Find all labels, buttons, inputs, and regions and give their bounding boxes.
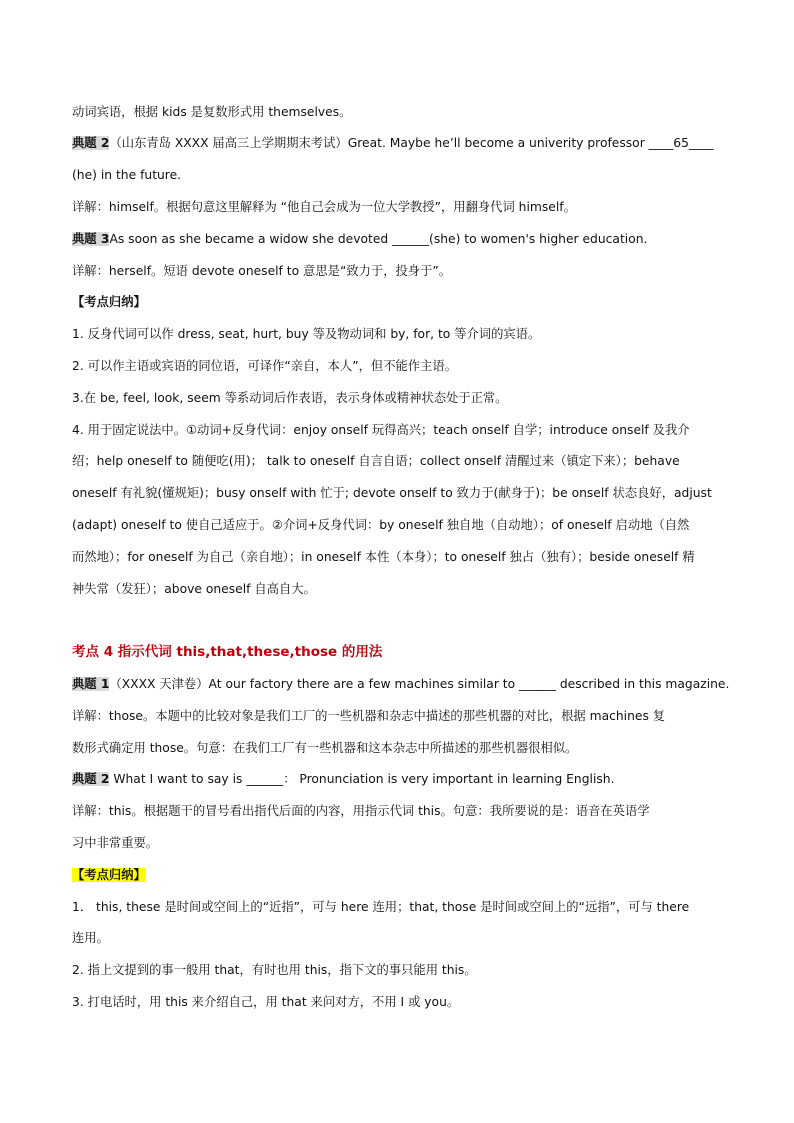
answer-explanation: 详解：himself。根据句意这里解释为 “他自己会成为一位大学教授”，用翻身代词 himself。 bbox=[72, 200, 576, 214]
summary-item: 2. 指上文提到的事一般用 that，有时也用 this，指下文的事只能用 this。 bbox=[72, 963, 477, 977]
text-line: 神失常（发狂）；above oneself 自高自大。 bbox=[72, 582, 316, 596]
text-line: 习中非常重要。 bbox=[72, 836, 159, 850]
summary-item: 3. 打电话时，用 this 来介绍自己，用 that 来问对方，不用 I 或 you。 bbox=[72, 995, 460, 1009]
text-line: 绍；help oneself to 随便吃(用)； talk to oneself 自言自语；collect onself 清醒过来（镇定下来）；behave bbox=[72, 454, 680, 468]
text-line: 而然地）；for oneself 为自己（亲自地）；in oneself 本性（本身）；to oneself 独占（独有）；beside oneself 精 bbox=[72, 550, 695, 564]
example-tag: 典题 2 bbox=[72, 136, 110, 150]
example-question-2: 典题 2（山东青岛 XXXX 届高三上学期期末考试）Great. Maybe he’ll become a univerity professor ____65____ bbox=[72, 136, 714, 150]
text-line: 动词宾语，根据 kids 是复数形式用 themselves。 bbox=[72, 105, 352, 119]
summary-item: 1. 反身代词可以作 dress, seat, hurt, buy 等及物动词和 by, for, to 等介词的宾语。 bbox=[72, 327, 541, 341]
example-question-1: 典题 1（XXXX 天津卷）At our factory there are a few machines similar to ______ described in this magazine. bbox=[72, 677, 730, 691]
summary-heading: 【考点归纳】 bbox=[72, 295, 146, 309]
text-line: 数形式确定用 those。句意：在我们工厂有一些机器和这本杂志中所描述的那些机器很相似。 bbox=[72, 741, 578, 755]
answer-explanation: 详解：this。根据题干的冒号看出指代后面的内容，用指示代词 this。句意：我所要说的是：语音在英语学 bbox=[72, 804, 650, 818]
summary-item: 3.在 be, feel, look, seem 等系动词后作表语，表示身体或精神状态处于正常。 bbox=[72, 391, 508, 405]
text-line: (he) in the future. bbox=[72, 168, 182, 182]
summary-item: 4. 用于固定说法中。①动词+反身代词：enjoy onself 玩得高兴；teach onself 自学；introduce onself 及我介 bbox=[72, 423, 690, 437]
example-tag: 典题 3 bbox=[72, 232, 110, 246]
example-question-2b: 典题 2 What I want to say is ______： Pronunciation is very important in learning English. bbox=[72, 772, 615, 786]
summary-item: 1． this, these 是时间或空间上的“近指”，可与 here 连用；that, those 是时间或空间上的“远指”，可与 there bbox=[72, 900, 690, 914]
example-tag: 典题 1 bbox=[72, 677, 110, 691]
answer-explanation: 详解：herself。短语 devote oneself to 意思是“致力于，投身于”。 bbox=[72, 264, 452, 278]
text-line: (adapt) oneself to 使自己适应于。②介词+反身代词：by oneself 独自地（自动地）；of oneself 启动地（自然 bbox=[72, 518, 690, 532]
section-title: 考点 4 指示代词 this,that,these,those 的用法 bbox=[72, 644, 383, 660]
example-tag: 典题 2 bbox=[72, 772, 110, 786]
example-question-3: 典题 3As soon as she became a widow she devoted ______(she) to women's higher education. bbox=[72, 232, 648, 246]
summary-heading-highlighted: 【考点归纳】 bbox=[72, 868, 146, 882]
summary-item: 2. 可以作主语或宾语的同位语，可译作“亲自，本人”，但不能作主语。 bbox=[72, 359, 457, 373]
text-line: 连用。 bbox=[72, 931, 109, 945]
answer-explanation: 详解：those。本题中的比较对象是我们工厂的一些机器和杂志中描述的那些机器的对比，根据 machines 复 bbox=[72, 709, 666, 723]
text-line: oneself 有礼貌(懂规矩)；busy onself with 忙于; devote onself to 致力于(献身于)；be onself 状态良好，adjust bbox=[72, 486, 712, 500]
